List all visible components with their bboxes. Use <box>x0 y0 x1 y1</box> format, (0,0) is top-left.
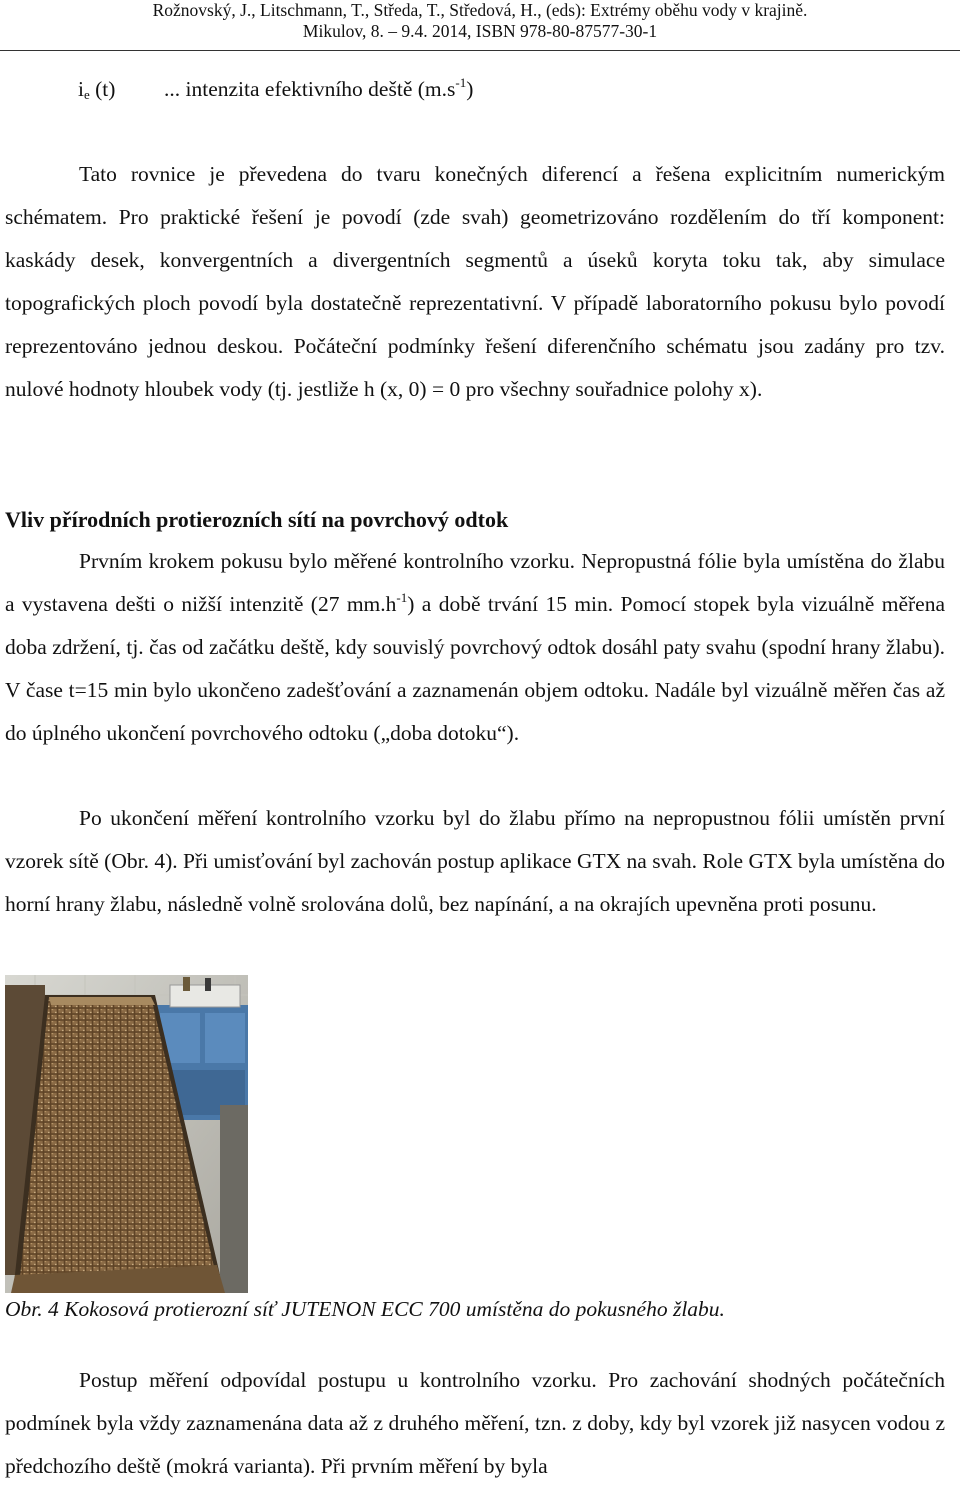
paragraph-control-sample: Prvním krokem pokusu bylo měřené kontrolního vzorku. Nepropustná fólie byla umístěna do žlabu a vystavena dešti o nižší intenzitě (27 $mm.h^{-1}$) a době trvání 15 min. Pomocí stopek byla vizuálně měřena doba zdržení, tj. čas od začátku deště, kdy souvislý povrchový odtok dosáhl paty svahu (spodní hrany žlabu). V čase t=15 min bylo ukončeno zadešťování a zaznamenán objem odtoku. Nadále byl vizuálně měřen čas až do úplného ukončení povrchového odtoku („doba dotoku“). <box>5 549 945 745</box>
paragraph-net-placement: Po ukončení měření kontrolního vzorku byl do žlabu přímo na nepropustnou fólii umístěn první vzorek sítě (Obr. 4). Při umisťování byl zachován postup aplikace GTX na svah. Role GTX byla umístěna do horní hrany žlabu, následně volně srolována dolů, bez napínání, a na okrajích upevněna proti posunu. <box>5 806 945 916</box>
definition-symbol: $i_e$ (t) <box>78 77 116 102</box>
section-heading: Vliv přírodních protierozních sítí na povrchový odtok <box>5 507 509 532</box>
figure-caption-text: Kokosová protierozní síť JUTENON ECC 700 umístěna do pokusného žlabu. <box>58 1297 725 1321</box>
header-line-2: Mikulov, 8. – 9.4. 2014, ISBN 978-80-87577-30-1 <box>302 21 658 41</box>
figure-caption <box>5 1288 725 1331</box>
variable-definition <box>78 68 473 111</box>
coconut-net-photo <box>5 975 248 1293</box>
header-line-1: Rožnovský, J., Litschmann, T., Středa, T., Středová, H., (eds): Extrémy oběhu vody v krajině. <box>152 0 808 20</box>
header-divider <box>0 50 960 51</box>
paragraph-numerical-scheme: Tato rovnice je převedena do tvaru konečných diferencí a řešena explicitním numerickým schématem. Pro praktické řešení je povodí (zde svah) geometrizováno rozdělením do tří komponent: kaskády desek, konvergentních a divergentních segmentů a úseků koryta toku tak, aby simulace topografických ploch povodí byla dostatečně reprezentativní. V případě laboratorního pokusu bylo povodí reprezentováno jednou deskou. Počáteční podmínky řešení diferenčního schématu jsou zadány pro tzv. nulové hodnoty hloubek vody (tj. jestliže h (x, 0) = 0 pro všechny souřadnice polohy x). <box>5 162 945 401</box>
paragraph-procedure: Postup měření odpovídal postupu u kontrolního vzorku. Pro zachování shodných počátečních podmínek byla vždy zaznamenána data až z druhého měření, tzn. z doby, kdy byl vzorek již nasycen vodou z předchozího deště (mokrá varianta). Při prvním měření by byla <box>5 1368 945 1478</box>
running-header <box>0 0 960 42</box>
figure-label: Obr. 4 <box>5 1297 59 1321</box>
definition-text: ... intenzita efektivního deště $(m.s^{-1})$ <box>164 75 474 101</box>
